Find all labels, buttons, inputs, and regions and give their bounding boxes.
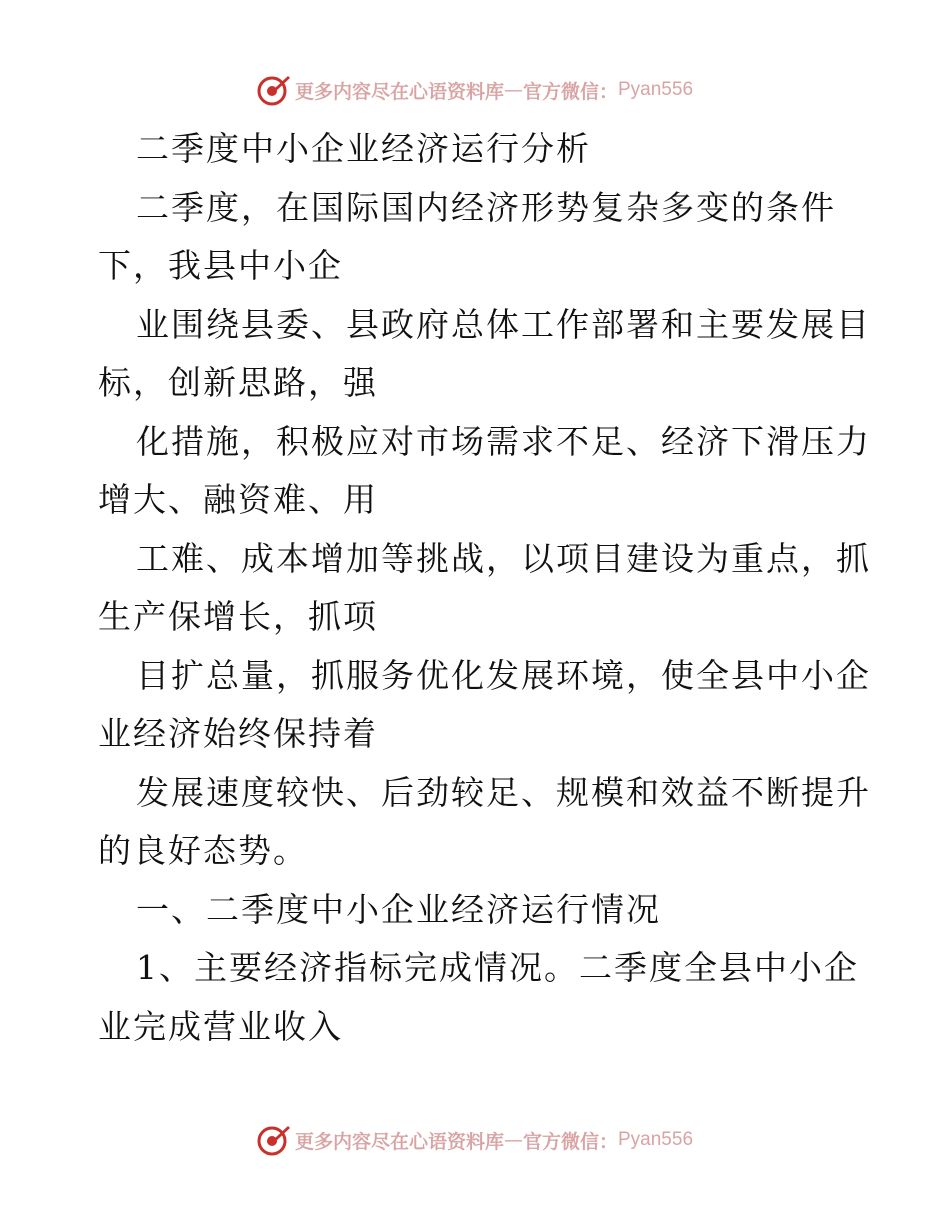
paragraph-line: 1、主要经济指标完成情况。二季度全县中小企 (136, 948, 859, 987)
paragraph-line: 生产保增长，抓项 (98, 597, 378, 636)
logo-icon (257, 73, 291, 107)
watermark-id: Pyan556 (618, 79, 694, 100)
section-heading: 一、二季度中小企业经济运行情况 (136, 889, 661, 929)
paragraph-line: 标，创新思路，强 (98, 363, 378, 402)
watermark-separator: — (503, 79, 523, 101)
paragraph-line: 业围绕县委、县政府总体工作部署和主要发展目 (136, 304, 871, 344)
document-title: 二季度中小企业经济运行分析 (136, 129, 591, 168)
paragraph-line: 增大、融资难、用 (98, 480, 378, 519)
watermark-id: Pyan556 (618, 1129, 694, 1150)
paragraph-line: 二季度，在国际国内经济形势复杂多变的条件 (136, 187, 836, 227)
document-body (98, 120, 871, 1056)
paragraph-line: 目扩总量，抓服务优化发展环境，使全县中小企 (136, 655, 871, 695)
paragraph-line: 发展速度较快、后劲较足、规模和效益不断提升 (136, 772, 871, 812)
paragraph-line: 工难、成本增加等挑战，以项目建设为重点，抓 (136, 538, 871, 578)
watermark-text: 更多内容尽在心语资料库 (294, 1130, 504, 1153)
watermark-label: 官方微信： (522, 1130, 618, 1153)
logo-icon (257, 1123, 291, 1157)
watermark-separator: — (503, 1129, 523, 1151)
paragraph-line: 的良好态势。 (98, 831, 308, 870)
header-watermark (0, 70, 950, 110)
watermark-text: 更多内容尽在心语资料库 (294, 80, 504, 103)
paragraph-line: 化措施，积极应对市场需求不足、经济下滑压力 (136, 421, 871, 461)
footer-watermark (0, 1120, 950, 1160)
watermark-label: 官方微信： (522, 80, 618, 103)
paragraph-line: 下，我县中小企 (98, 246, 343, 285)
paragraph-line: 业完成营业收入 (98, 1006, 343, 1046)
paragraph-line: 业经济始终保持着 (98, 714, 378, 753)
